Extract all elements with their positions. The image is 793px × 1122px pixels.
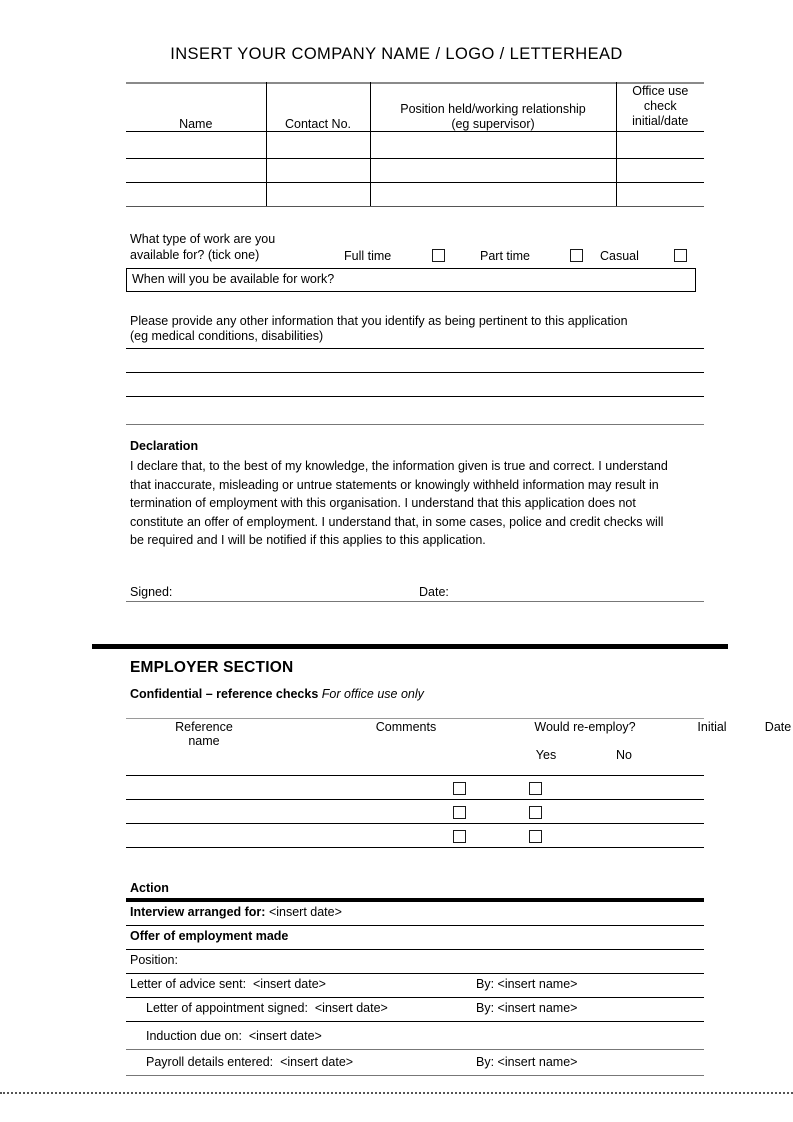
cell-contact-no[interactable] [266, 183, 370, 207]
employer-section-divider [92, 644, 728, 649]
action-by-letter-of-advice[interactable]: By: <insert name> [476, 977, 578, 991]
availability-label: When will you be available for work? [132, 272, 335, 286]
other-info-write-line-4[interactable] [126, 424, 704, 425]
reference-checks-header-rule [126, 775, 704, 776]
referees-table-header-row [126, 82, 704, 135]
other-info-write-line-3[interactable] [126, 396, 704, 397]
cell-position-held[interactable] [370, 183, 616, 207]
cell-name[interactable] [126, 135, 266, 159]
cell-office-use[interactable] [616, 183, 704, 207]
cell-contact-no[interactable] [266, 135, 370, 159]
page-cut-dotted-line [0, 1092, 793, 1094]
work-type-label-casual: Casual [600, 249, 639, 263]
other-info-write-line-1[interactable] [126, 348, 704, 349]
employer-section-title: EMPLOYER SECTION [130, 659, 294, 676]
referees-table-row-rule-1 [126, 158, 704, 159]
reference-checks-header [126, 718, 792, 774]
action-row-interview-arranged[interactable] [126, 902, 704, 926]
action-label-letter-of-advice: Letter of advice sent: [130, 977, 247, 991]
column-header-contact-no: Contact No. [266, 82, 370, 135]
column-header-office-use: Office use check initial/date [616, 82, 704, 135]
checkbox-reemploy-no-row-3[interactable] [529, 830, 542, 843]
table-row[interactable] [126, 183, 704, 207]
checkbox-reemploy-no-row-2[interactable] [529, 806, 542, 819]
action-value-payroll-details[interactable]: <insert date> [280, 1055, 354, 1069]
action-label-payroll-details: Payroll details entered: [146, 1055, 274, 1069]
action-row-payroll-details[interactable] [126, 1052, 704, 1076]
referees-table-header-rule [126, 131, 704, 132]
cell-office-use[interactable] [616, 135, 704, 159]
work-type-label-part-time: Part time [480, 249, 531, 263]
other-info-write-line-2[interactable] [126, 372, 704, 373]
table-row[interactable] [126, 159, 704, 183]
employer-subtitle-bold: Confidential – reference checks [130, 687, 319, 701]
action-section-title: Action [130, 881, 169, 895]
column-header-name: Name [126, 82, 266, 135]
availability-field[interactable] [126, 268, 696, 292]
column-header-reference-name: Reference name [175, 720, 233, 748]
column-header-no: No [616, 748, 632, 762]
action-row-letter-of-advice[interactable] [126, 974, 704, 998]
cell-position-held[interactable] [370, 159, 616, 183]
checkbox-part-time[interactable] [570, 249, 583, 262]
declaration-title: Declaration [130, 439, 199, 453]
employer-section-subtitle [130, 687, 424, 701]
action-value-induction-due[interactable]: <insert date> [248, 1029, 322, 1043]
employer-subtitle-italic: For office use only [321, 687, 424, 701]
reference-checks-row-rule-1 [126, 799, 704, 800]
checkbox-reemploy-no-row-1[interactable] [529, 782, 542, 795]
checkbox-casual[interactable] [674, 249, 687, 262]
referees-table [126, 82, 704, 207]
other-information-prompt: Please provide any other information that you identify as being pertinent to this application (eg medical conditions, disabilities) [130, 314, 628, 343]
column-header-position-held: Position held/working relationship (eg supervisor) [370, 82, 616, 135]
checkbox-reemploy-yes-row-2[interactable] [453, 806, 466, 819]
action-row-offer-made[interactable] [126, 926, 704, 950]
cell-name[interactable] [126, 159, 266, 183]
action-label-letter-of-appointment: Letter of appointment signed: [146, 1001, 308, 1015]
checkbox-full-time[interactable] [432, 249, 445, 262]
column-header-initial: Initial [697, 720, 727, 734]
action-row-letter-of-appointment[interactable] [126, 998, 704, 1022]
action-value-interview-arranged[interactable]: <insert date> [268, 905, 342, 919]
cell-contact-no[interactable] [266, 159, 370, 183]
action-value-letter-of-appointment[interactable]: <insert date> [314, 1001, 388, 1015]
action-label-position: Position: [130, 953, 178, 967]
checkbox-reemploy-yes-row-3[interactable] [453, 830, 466, 843]
action-label-interview-arranged: Interview arranged for: [130, 905, 266, 919]
referees-table-row-rule-2 [126, 182, 704, 183]
reference-checks-bottom-rule [126, 847, 704, 848]
work-type-label-full-time: Full time [344, 249, 392, 263]
work-type-question: What type of work are you available for? (tick one) [130, 232, 276, 262]
action-value-letter-of-advice[interactable]: <insert date> [253, 977, 326, 991]
signature-rule[interactable] [126, 601, 704, 602]
cell-position-held[interactable] [370, 135, 616, 159]
action-label-induction-due: Induction due on: [146, 1029, 242, 1043]
action-by-payroll-details[interactable]: By: <insert name> [476, 1055, 578, 1069]
cell-office-use[interactable] [616, 159, 704, 183]
column-header-yes: Yes [535, 748, 557, 762]
signed-label: Signed: [130, 585, 173, 599]
column-header-date: Date [764, 720, 792, 734]
cell-name[interactable] [126, 183, 266, 207]
action-by-letter-of-appointment[interactable]: By: <insert name> [476, 1001, 578, 1015]
reference-checks-row-rule-2 [126, 823, 704, 824]
action-row-position[interactable] [126, 950, 704, 974]
declaration-body: I declare that, to the best of my knowledge, the information given is true and correct. I understand that inaccurate, misleading or untrue statements or knowingly withheld information may result in termination of employment with this organisation. I understand that this application does not constitute an offer of employment. I understand that, in some cases, police and credit checks will be required and I will be notified if this applies to this application. [130, 459, 668, 547]
date-label: Date: [419, 585, 449, 599]
action-label-offer-made: Offer of employment made [130, 929, 289, 943]
column-header-would-reemploy: Would re-employ? [534, 720, 636, 734]
referees-table-bottom-rule [126, 206, 704, 207]
action-row-induction-due[interactable] [126, 1026, 704, 1050]
page-title: INSERT YOUR COMPANY NAME / LOGO / LETTERHEAD [170, 45, 623, 63]
table-row[interactable] [126, 135, 704, 159]
column-header-comments: Comments [375, 720, 437, 734]
checkbox-reemploy-yes-row-1[interactable] [453, 782, 466, 795]
